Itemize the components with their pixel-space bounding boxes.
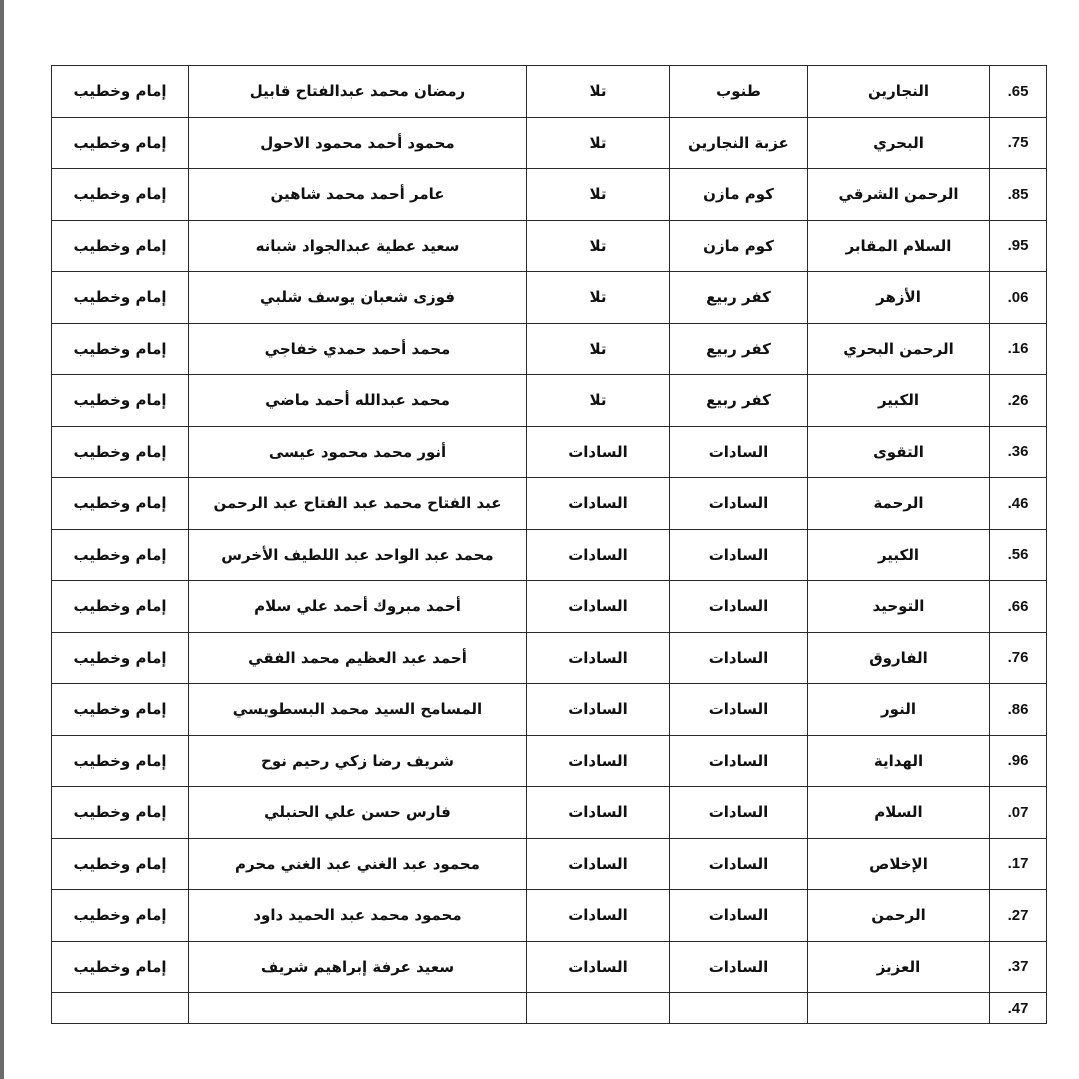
name-cell: فوزى شعبان يوسف شلبي: [189, 272, 527, 324]
row-number-cell: .96: [990, 735, 1047, 787]
village-cell: [670, 993, 808, 1024]
row-number-cell: .86: [990, 684, 1047, 736]
table-row: [52, 117, 1047, 169]
row-number-cell: .47: [990, 993, 1047, 1024]
city-cell: السادات: [527, 735, 670, 787]
row-number-cell: .76: [990, 632, 1047, 684]
row-number-cell: .56: [990, 529, 1047, 581]
mosque-cell: الرحمن البحري: [808, 323, 990, 375]
row-number-cell: .27: [990, 890, 1047, 942]
table-row: [52, 272, 1047, 324]
role-cell: إمام وخطيب: [52, 632, 189, 684]
row-number-cell: .75: [990, 117, 1047, 169]
page-edge: [0, 0, 4, 1079]
table-row-empty: [52, 993, 1047, 1024]
mosque-cell: الرحمة: [808, 478, 990, 530]
table-row: [52, 632, 1047, 684]
village-cell: كفر ربيع: [670, 272, 808, 324]
role-cell: إمام وخطيب: [52, 478, 189, 530]
village-cell: كوم مازن: [670, 220, 808, 272]
city-cell: السادات: [527, 787, 670, 839]
city-cell: تلا: [527, 375, 670, 427]
city-cell: تلا: [527, 323, 670, 375]
table-row: [52, 323, 1047, 375]
name-cell: محمد أحمد حمدي خفاجي: [189, 323, 527, 375]
document-page: [51, 65, 1047, 1024]
village-cell: السادات: [670, 787, 808, 839]
city-cell: تلا: [527, 169, 670, 221]
role-cell: إمام وخطيب: [52, 169, 189, 221]
name-cell: سعيد عطية عبدالجواد شبانه: [189, 220, 527, 272]
table-row: [52, 529, 1047, 581]
row-number-cell: .65: [990, 66, 1047, 118]
village-cell: السادات: [670, 838, 808, 890]
role-cell: إمام وخطيب: [52, 323, 189, 375]
city-cell: تلا: [527, 66, 670, 118]
name-cell: عامر أحمد محمد شاهين: [189, 169, 527, 221]
role-cell: إمام وخطيب: [52, 220, 189, 272]
name-cell: رمضان محمد عبدالفتاح قابيل: [189, 66, 527, 118]
row-number-cell: .16: [990, 323, 1047, 375]
name-cell: سعيد عرفة إبراهيم شريف: [189, 941, 527, 993]
imams-table: [51, 65, 1047, 1024]
name-cell: أحمد عبد العظيم محمد الفقي: [189, 632, 527, 684]
role-cell: إمام وخطيب: [52, 426, 189, 478]
name-cell: أحمد مبروك أحمد علي سلام: [189, 581, 527, 633]
city-cell: السادات: [527, 478, 670, 530]
mosque-cell: النور: [808, 684, 990, 736]
table-row: [52, 426, 1047, 478]
row-number-cell: .26: [990, 375, 1047, 427]
city-cell: السادات: [527, 426, 670, 478]
city-cell: تلا: [527, 117, 670, 169]
row-number-cell: .17: [990, 838, 1047, 890]
village-cell: كوم مازن: [670, 169, 808, 221]
mosque-cell: الفاروق: [808, 632, 990, 684]
mosque-cell: السلام المقابر: [808, 220, 990, 272]
role-cell: إمام وخطيب: [52, 272, 189, 324]
village-cell: السادات: [670, 941, 808, 993]
table-row: [52, 684, 1047, 736]
row-number-cell: .95: [990, 220, 1047, 272]
table-row: [52, 375, 1047, 427]
role-cell: إمام وخطيب: [52, 66, 189, 118]
name-cell: المسامح السيد محمد البسطويسي: [189, 684, 527, 736]
mosque-cell: النجارين: [808, 66, 990, 118]
row-number-cell: .66: [990, 581, 1047, 633]
village-cell: السادات: [670, 684, 808, 736]
table-row: [52, 66, 1047, 118]
table-row: [52, 838, 1047, 890]
table-row: [52, 735, 1047, 787]
row-number-cell: .85: [990, 169, 1047, 221]
role-cell: إمام وخطيب: [52, 375, 189, 427]
name-cell: محمد عبد الواحد عبد اللطيف الأخرس: [189, 529, 527, 581]
city-cell: السادات: [527, 632, 670, 684]
name-cell: [189, 993, 527, 1024]
city-cell: السادات: [527, 581, 670, 633]
name-cell: محمود أحمد محمود الاحول: [189, 117, 527, 169]
mosque-cell: [808, 993, 990, 1024]
role-cell: إمام وخطيب: [52, 787, 189, 839]
mosque-cell: الأزهر: [808, 272, 990, 324]
name-cell: شريف رضا زكي رحيم نوح: [189, 735, 527, 787]
city-cell: [527, 993, 670, 1024]
name-cell: عبد الفتاح محمد عبد الفتاح عبد الرحمن: [189, 478, 527, 530]
mosque-cell: الكبير: [808, 529, 990, 581]
city-cell: السادات: [527, 941, 670, 993]
row-number-cell: .37: [990, 941, 1047, 993]
table-row: [52, 478, 1047, 530]
city-cell: السادات: [527, 684, 670, 736]
mosque-cell: التقوى: [808, 426, 990, 478]
table-row: [52, 941, 1047, 993]
city-cell: السادات: [527, 890, 670, 942]
name-cell: فارس حسن علي الحنبلي: [189, 787, 527, 839]
role-cell: إمام وخطيب: [52, 581, 189, 633]
mosque-cell: الإخلاص: [808, 838, 990, 890]
role-cell: إمام وخطيب: [52, 735, 189, 787]
row-number-cell: .07: [990, 787, 1047, 839]
role-cell: [52, 993, 189, 1024]
mosque-cell: الرحمن: [808, 890, 990, 942]
mosque-cell: التوحيد: [808, 581, 990, 633]
mosque-cell: الكبير: [808, 375, 990, 427]
village-cell: طنوب: [670, 66, 808, 118]
city-cell: تلا: [527, 272, 670, 324]
name-cell: محمود محمد عبد الحميد داود: [189, 890, 527, 942]
village-cell: السادات: [670, 890, 808, 942]
city-cell: تلا: [527, 220, 670, 272]
village-cell: كفر ربيع: [670, 375, 808, 427]
role-cell: إمام وخطيب: [52, 890, 189, 942]
table-body: [52, 66, 1047, 1024]
table-row: [52, 169, 1047, 221]
village-cell: السادات: [670, 529, 808, 581]
city-cell: السادات: [527, 529, 670, 581]
village-cell: السادات: [670, 426, 808, 478]
role-cell: إمام وخطيب: [52, 117, 189, 169]
row-number-cell: .06: [990, 272, 1047, 324]
table-row: [52, 890, 1047, 942]
name-cell: محمد عبدالله أحمد ماضي: [189, 375, 527, 427]
mosque-cell: السلام: [808, 787, 990, 839]
mosque-cell: الهداية: [808, 735, 990, 787]
role-cell: إمام وخطيب: [52, 529, 189, 581]
village-cell: عزبة النجارين: [670, 117, 808, 169]
village-cell: السادات: [670, 478, 808, 530]
table-row: [52, 220, 1047, 272]
village-cell: كفر ربيع: [670, 323, 808, 375]
village-cell: السادات: [670, 632, 808, 684]
village-cell: السادات: [670, 735, 808, 787]
role-cell: إمام وخطيب: [52, 838, 189, 890]
row-number-cell: .46: [990, 478, 1047, 530]
role-cell: إمام وخطيب: [52, 684, 189, 736]
table-row: [52, 787, 1047, 839]
city-cell: السادات: [527, 838, 670, 890]
mosque-cell: العزيز: [808, 941, 990, 993]
village-cell: السادات: [670, 581, 808, 633]
row-number-cell: .36: [990, 426, 1047, 478]
role-cell: إمام وخطيب: [52, 941, 189, 993]
mosque-cell: البحري: [808, 117, 990, 169]
name-cell: أنور محمد محمود عيسى: [189, 426, 527, 478]
name-cell: محمود عبد الغني عبد الغني محرم: [189, 838, 527, 890]
table-row: [52, 581, 1047, 633]
mosque-cell: الرحمن الشرقي: [808, 169, 990, 221]
